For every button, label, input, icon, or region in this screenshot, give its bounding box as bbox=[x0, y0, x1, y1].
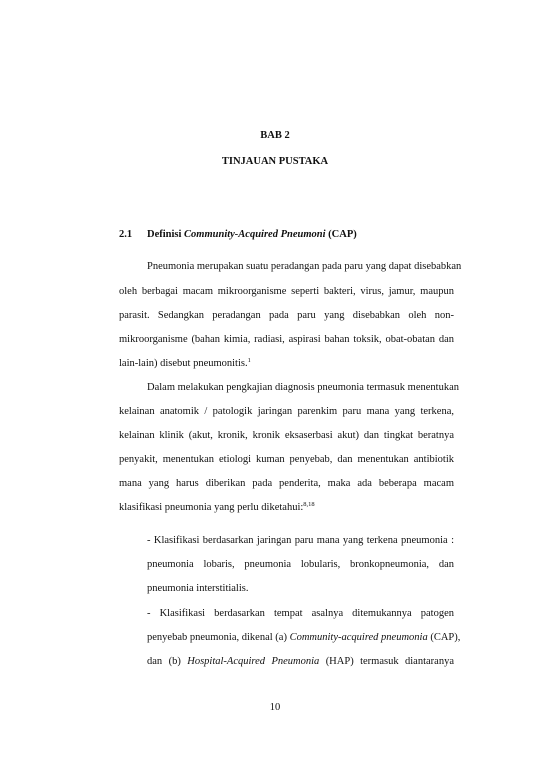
paragraph-line: penyakit, menentukan etiologi kuman penyebab, dan menentukan antibiotik bbox=[119, 454, 454, 465]
paragraph-text: klasifikasi pneumonia yang perlu diketahui: bbox=[119, 502, 304, 513]
list-text: (HAP) termasuk diantaranya bbox=[319, 656, 454, 667]
citation-ref: 8,18 bbox=[303, 501, 315, 508]
paragraph-line: mana yang harus diberikan pada penderita, maka ada beberapa macam bbox=[119, 478, 454, 489]
paragraph-line: oleh berbagai macam mikroorganisme seperti bakteri, virus, jamur, maupun bbox=[119, 286, 454, 297]
list-text: dan (b) bbox=[147, 656, 188, 667]
list-item-line: - Klasifikasi berdasarkan jaringan paru mana yang terkena pneumonia : bbox=[147, 535, 454, 546]
paragraph-text: lain-lain) disebut pneumonitis. bbox=[119, 358, 248, 369]
paragraph-line: Dalam melakukan pengkajian diagnosis pneumonia termasuk menentukan bbox=[147, 382, 459, 393]
list-item-line: pneumonia lobaris, pneumonia lobularis, bronkopneumonia, dan bbox=[147, 559, 454, 570]
list-item-line: pneumonia interstitialis. bbox=[147, 583, 249, 594]
chapter-label: BAB 2 bbox=[260, 130, 290, 141]
list-item-line bbox=[147, 656, 454, 667]
page-number: 10 bbox=[269, 702, 281, 713]
paragraph-line-last bbox=[119, 358, 454, 369]
section-heading bbox=[119, 229, 357, 240]
paragraph-line: Pneumonia merupakan suatu peradangan pada paru yang dapat disebabkan bbox=[147, 261, 462, 272]
paragraph-line: kelainan anatomik / patologik jaringan parenkim paru mana yang terkena, bbox=[119, 406, 454, 417]
list-item-line: - Klasifikasi berdasarkan tempat asalnya ditemukannya patogen bbox=[147, 608, 454, 619]
section-title-prefix: Definisi bbox=[147, 229, 185, 240]
citation-ref: 1 bbox=[247, 357, 251, 364]
section-number: 2.1 bbox=[119, 229, 133, 240]
list-text-italic: Hospital-Acquired Pneumonia bbox=[187, 656, 320, 667]
list-item-line bbox=[147, 632, 461, 643]
paragraph-line: parasit. Sedangkan peradangan pada paru yang disebabkan oleh non- bbox=[119, 310, 454, 321]
paragraph-line-last bbox=[119, 502, 454, 513]
paragraph-line: mikroorganisme (bahan kimia, radiasi, aspirasi bahan toksik, obat-obatan dan bbox=[119, 334, 454, 345]
paragraph-line: kelainan klinik (akut, kronik, kronik eksaserbasi akut) dan tingkat beratnya bbox=[119, 430, 454, 441]
list-text: (CAP), bbox=[427, 632, 461, 643]
section-title-suffix: (CAP) bbox=[325, 229, 357, 240]
section-title-italic: Community-Acquired Pneumoni bbox=[184, 229, 326, 240]
list-text-italic: Community-acquired pneumonia bbox=[289, 632, 428, 643]
chapter-title: TINJAUAN PUSTAKA bbox=[221, 156, 329, 167]
list-text: penyebab pneumonia, dikenal (a) bbox=[147, 632, 290, 643]
